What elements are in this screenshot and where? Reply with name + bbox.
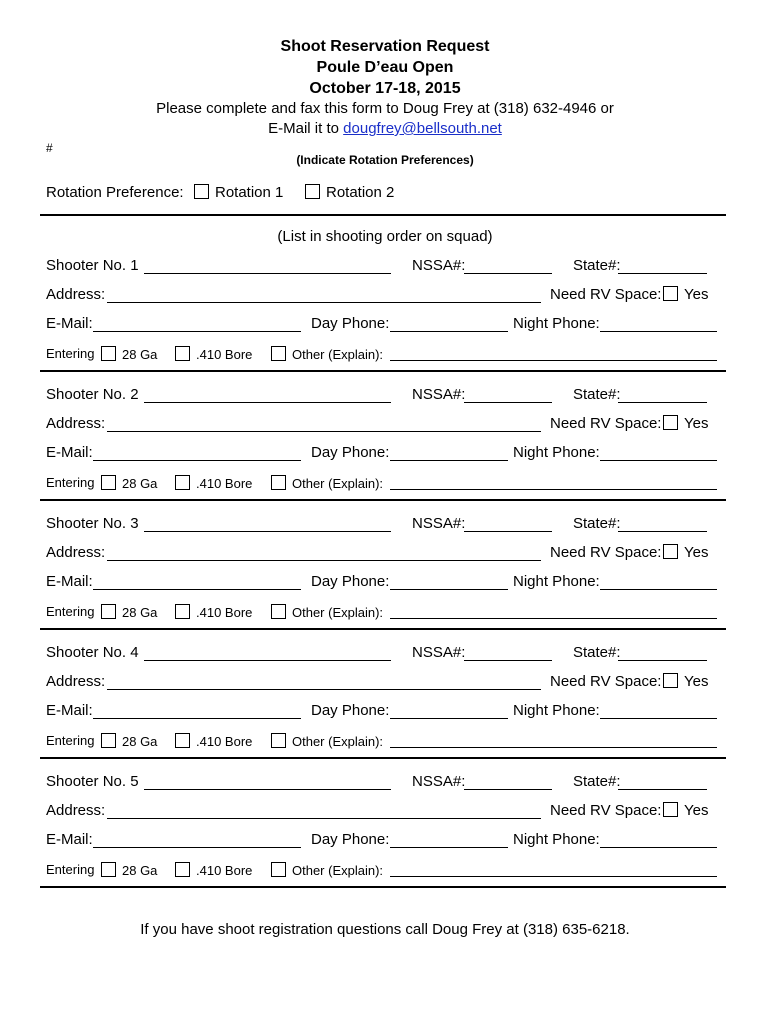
email-label: E-Mail: (46, 315, 93, 332)
nssa-label: NSSA#: (412, 386, 466, 403)
rotation-2-checkbox[interactable] (305, 184, 320, 199)
other-explain-field[interactable] (390, 876, 717, 877)
address-label: Address: (46, 802, 106, 819)
rotation-note: (Indicate Rotation Preferences) (296, 153, 474, 167)
shooter-row-entering (46, 862, 384, 882)
shooter-row-address (46, 544, 709, 564)
other-explain-field[interactable] (390, 747, 717, 748)
email-field[interactable] (93, 589, 301, 590)
day-phone-label: Day Phone: (311, 702, 390, 719)
state-field[interactable] (618, 402, 707, 403)
ga28-checkbox[interactable] (101, 733, 116, 748)
state-label: State#: (573, 386, 621, 403)
shooter-label: Shooter No. 1 (46, 257, 139, 274)
shooter-row-contact (46, 573, 600, 593)
email-label: E-Mail: (46, 444, 93, 461)
day-phone-label: Day Phone: (311, 315, 390, 332)
shooter-row-address (46, 673, 709, 693)
bore410-checkbox[interactable] (175, 862, 190, 877)
bore410-label: .410 Bore (196, 476, 253, 491)
address-field[interactable] (107, 431, 541, 432)
rv-label: Need RV Space: (550, 286, 662, 303)
divider (40, 370, 726, 372)
nssa-field[interactable] (464, 531, 552, 532)
shooter-label: Shooter No. 3 (46, 515, 139, 532)
address-label: Address: (46, 415, 106, 432)
bore410-option[interactable] (175, 862, 252, 878)
divider (40, 499, 726, 501)
nssa-field[interactable] (464, 660, 552, 661)
ga28-checkbox[interactable] (101, 475, 116, 490)
bore410-label: .410 Bore (196, 347, 253, 362)
rotation-2-label: Rotation 2 (326, 184, 395, 201)
rv-label: Need RV Space: (550, 415, 662, 432)
rv-checkbox[interactable] (663, 286, 678, 301)
address-label: Address: (46, 286, 106, 303)
ga28-label: 28 Ga (122, 605, 158, 620)
email-field[interactable] (93, 331, 301, 332)
rotation-1-checkbox[interactable] (194, 184, 209, 199)
night-phone-label: Night Phone: (513, 573, 600, 590)
other-label: Other (Explain): (292, 347, 384, 362)
state-label: State#: (573, 773, 621, 790)
other-option[interactable] (271, 733, 383, 749)
nssa-label: NSSA#: (412, 257, 466, 274)
shooter-row-name (46, 515, 621, 535)
form-title: Shoot Reservation Request (280, 38, 490, 55)
shooter-row-name (46, 257, 621, 277)
state-field[interactable] (618, 273, 707, 274)
shooter-row-name (46, 644, 621, 664)
address-label: Address: (46, 544, 106, 561)
other-explain-field[interactable] (390, 618, 717, 619)
event-name: Poule D’eau Open (316, 59, 454, 76)
email-field[interactable] (93, 847, 301, 848)
rv-yes-label: Yes (684, 286, 709, 303)
state-field[interactable] (618, 531, 707, 532)
other-checkbox[interactable] (271, 862, 286, 877)
entering-label: Entering (46, 604, 95, 619)
rv-checkbox[interactable] (663, 544, 678, 559)
shooter-row-contact (46, 444, 600, 464)
address-field[interactable] (107, 302, 541, 303)
shooter-row-address (46, 286, 709, 306)
bore410-checkbox[interactable] (175, 733, 190, 748)
shooter-row-entering (46, 604, 384, 624)
state-field[interactable] (618, 660, 707, 661)
day-phone-field[interactable] (390, 460, 508, 461)
bore410-label: .410 Bore (196, 863, 253, 878)
rv-label: Need RV Space: (550, 673, 662, 690)
other-option[interactable] (271, 346, 383, 362)
day-phone-label: Day Phone: (311, 444, 390, 461)
shooter-row-entering (46, 475, 384, 495)
entering-label: Entering (46, 862, 95, 877)
address-field[interactable] (107, 560, 541, 561)
instructions-line2 (0, 120, 770, 137)
rv-yes-label: Yes (684, 415, 709, 432)
shooter-label: Shooter No. 4 (46, 644, 139, 661)
night-phone-field[interactable] (600, 460, 717, 461)
rv-checkbox[interactable] (663, 802, 678, 817)
rv-option[interactable] (663, 802, 708, 819)
other-label: Other (Explain): (292, 734, 384, 749)
hash-mark: # (46, 141, 53, 155)
day-phone-field[interactable] (390, 847, 508, 848)
bore410-checkbox[interactable] (175, 475, 190, 490)
email-field[interactable] (93, 718, 301, 719)
rv-option[interactable] (663, 673, 708, 690)
rv-yes-label: Yes (684, 673, 709, 690)
shooter-name-field[interactable] (144, 402, 391, 403)
bore410-label: .410 Bore (196, 605, 253, 620)
instructions-line1: Please complete and fax this form to Doug Frey at (318) 632-4946 or (156, 100, 614, 117)
ga28-checkbox[interactable] (101, 346, 116, 361)
shooter-row-contact (46, 702, 600, 722)
shooter-row-name (46, 773, 621, 793)
shooter-label: Shooter No. 5 (46, 773, 139, 790)
other-explain-field[interactable] (390, 489, 717, 490)
ga28-label: 28 Ga (122, 863, 158, 878)
other-option[interactable] (271, 862, 383, 878)
shooter-row-address (46, 415, 709, 435)
ga28-option[interactable] (101, 346, 157, 362)
footer-note: If you have shoot registration questions call Doug Frey at (318) 635-6218. (140, 921, 630, 938)
shooter-name-field[interactable] (144, 531, 391, 532)
address-label: Address: (46, 673, 106, 690)
rotation-2-option[interactable] (305, 184, 394, 201)
night-phone-field[interactable] (600, 331, 717, 332)
shooter-name-field[interactable] (144, 789, 391, 790)
bore410-checkbox[interactable] (175, 604, 190, 619)
day-phone-field[interactable] (390, 331, 508, 332)
ga28-label: 28 Ga (122, 347, 158, 362)
shooter-row-contact (46, 315, 600, 335)
other-label: Other (Explain): (292, 605, 384, 620)
day-phone-field[interactable] (390, 718, 508, 719)
shooter-name-field[interactable] (144, 273, 391, 274)
email-label: E-Mail: (46, 573, 93, 590)
nssa-field[interactable] (464, 273, 552, 274)
email-label: E-Mail: (46, 702, 93, 719)
ga28-checkbox[interactable] (101, 604, 116, 619)
rotation-1-label: Rotation 1 (215, 184, 284, 201)
nssa-label: NSSA#: (412, 773, 466, 790)
bore410-option[interactable] (175, 604, 252, 620)
night-phone-field[interactable] (600, 718, 717, 719)
email-link[interactable]: dougfrey@bellsouth.net (343, 120, 502, 137)
state-field[interactable] (618, 789, 707, 790)
bore410-option[interactable] (175, 475, 252, 491)
rv-yes-label: Yes (684, 802, 709, 819)
event-dates: October 17-18, 2015 (309, 80, 461, 97)
nssa-label: NSSA#: (412, 644, 466, 661)
other-option[interactable] (271, 475, 383, 491)
rv-checkbox[interactable] (663, 415, 678, 430)
rotation-label: Rotation Preference: (46, 184, 184, 201)
rv-label: Need RV Space: (550, 802, 662, 819)
other-checkbox[interactable] (271, 346, 286, 361)
state-label: State#: (573, 515, 621, 532)
bore410-option[interactable] (175, 733, 252, 749)
nssa-label: NSSA#: (412, 515, 466, 532)
shooter-name-field[interactable] (144, 660, 391, 661)
instructions-email-prefix: E-Mail it to (268, 120, 339, 137)
divider (40, 214, 726, 216)
night-phone-field[interactable] (600, 589, 717, 590)
other-label: Other (Explain): (292, 863, 384, 878)
divider (40, 757, 726, 759)
day-phone-label: Day Phone: (311, 573, 390, 590)
bore410-option[interactable] (175, 346, 252, 362)
rv-label: Need RV Space: (550, 544, 662, 561)
other-label: Other (Explain): (292, 476, 384, 491)
ga28-option[interactable] (101, 475, 157, 491)
rotation-row (46, 184, 395, 204)
rv-option[interactable] (663, 544, 708, 561)
other-option[interactable] (271, 604, 383, 620)
night-phone-field[interactable] (600, 847, 717, 848)
night-phone-label: Night Phone: (513, 444, 600, 461)
shooter-row-name (46, 386, 621, 406)
address-field[interactable] (107, 689, 541, 690)
entering-label: Entering (46, 733, 95, 748)
squad-note: (List in shooting order on squad) (277, 228, 493, 245)
email-field[interactable] (93, 460, 301, 461)
shooter-row-address (46, 802, 709, 822)
rotation-1-option[interactable] (194, 184, 283, 201)
shooter-label: Shooter No. 2 (46, 386, 139, 403)
nssa-field[interactable] (464, 402, 552, 403)
night-phone-label: Night Phone: (513, 702, 600, 719)
state-label: State#: (573, 644, 621, 661)
day-phone-field[interactable] (390, 589, 508, 590)
entering-label: Entering (46, 346, 95, 361)
shooter-row-entering (46, 733, 384, 753)
other-explain-field[interactable] (390, 360, 717, 361)
ga28-label: 28 Ga (122, 734, 158, 749)
day-phone-label: Day Phone: (311, 831, 390, 848)
divider (40, 886, 726, 888)
night-phone-label: Night Phone: (513, 315, 600, 332)
state-label: State#: (573, 257, 621, 274)
other-checkbox[interactable] (271, 604, 286, 619)
address-field[interactable] (107, 818, 541, 819)
rv-option[interactable] (663, 415, 708, 432)
bore410-label: .410 Bore (196, 734, 253, 749)
rv-checkbox[interactable] (663, 673, 678, 688)
ga28-option[interactable] (101, 733, 157, 749)
ga28-checkbox[interactable] (101, 862, 116, 877)
rv-yes-label: Yes (684, 544, 709, 561)
divider (40, 628, 726, 630)
rv-option[interactable] (663, 286, 708, 303)
shooter-row-contact (46, 831, 600, 851)
ga28-option[interactable] (101, 604, 157, 620)
entering-label: Entering (46, 475, 95, 490)
bore410-checkbox[interactable] (175, 346, 190, 361)
nssa-field[interactable] (464, 789, 552, 790)
ga28-label: 28 Ga (122, 476, 158, 491)
email-label: E-Mail: (46, 831, 93, 848)
ga28-option[interactable] (101, 862, 157, 878)
other-checkbox[interactable] (271, 475, 286, 490)
shooter-row-entering (46, 346, 384, 366)
night-phone-label: Night Phone: (513, 831, 600, 848)
other-checkbox[interactable] (271, 733, 286, 748)
